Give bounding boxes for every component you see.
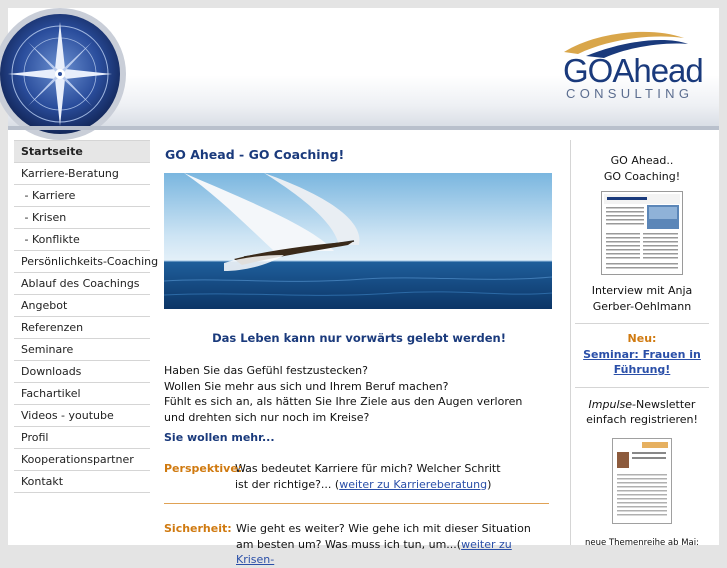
nav-item-startseite[interactable]: Startseite [14, 140, 150, 163]
nav-item-kooperationspartner[interactable]: Kooperationspartner [14, 449, 150, 471]
header-divider [8, 126, 719, 130]
sidebar-divider [575, 387, 709, 388]
newsletter-promo [571, 397, 713, 428]
karriereberatung-link[interactable]: weiter zu Karriereberatung [339, 477, 488, 491]
intro-line: Wollen Sie mehr aus sich und Ihrem Beruf machen? [164, 379, 449, 393]
newsletter-suffix: -Newsletter [632, 397, 696, 411]
page [8, 8, 719, 566]
nav-item-karriere[interactable]: - Karriere [14, 185, 150, 207]
main-content [164, 140, 554, 568]
nav-item-ablauf-des-coachings[interactable]: Ablauf des Coachings [14, 273, 150, 295]
intro-line: Fühlt es sich an, als hätten Sie Ihre Ziele aus den Augen verloren [164, 395, 523, 408]
seminar-link[interactable] [571, 347, 713, 378]
sicherheit-label: Sicherheit: [164, 522, 232, 535]
nav-item-krisen[interactable]: - Krisen [14, 207, 150, 229]
newsletter-name: Impulse [588, 397, 633, 411]
interview-caption-line: Gerber-Oehlmann [592, 299, 692, 313]
nav-item-profil[interactable]: Profil [14, 427, 150, 449]
more-link[interactable]: Sie wollen mehr... [164, 431, 275, 444]
newsletter-cta[interactable]: einfach registrieren! [586, 413, 698, 426]
interview-article-thumbnail[interactable] [601, 191, 683, 275]
perspektive-section [164, 461, 554, 492]
logo-subtitle: CONSULTING [566, 86, 694, 101]
perspektive-body: Was bedeutet Karriere für mich? Welcher Schritt ist der richtige?... ( [235, 462, 501, 491]
sidebar-title [571, 153, 713, 184]
nav-item-angebot[interactable]: Angebot [14, 295, 150, 317]
compass-image [8, 8, 138, 128]
sailing-yacht-image [164, 173, 552, 309]
interview-caption [571, 283, 713, 314]
logo-text[interactable]: GOAhead [563, 52, 703, 89]
seminar-link-line[interactable]: Seminar: Frauen in [583, 347, 701, 361]
intro-text [164, 363, 554, 425]
nav-item-referenzen[interactable]: Referenzen [14, 317, 150, 339]
seminar-link-line[interactable]: Führung! [613, 363, 671, 376]
intro-line: Haben Sie das Gefühl festzustecken? [164, 364, 368, 377]
nav-item-konflikte[interactable]: - Konflikte [14, 229, 150, 251]
perspektive-close: ) [487, 477, 492, 491]
header-banner [8, 8, 719, 130]
nav-item-kontakt[interactable]: Kontakt [14, 471, 150, 493]
intro-line: und drehten sich nur noch im Kreise? [164, 410, 370, 424]
sidebar-title-line: GO Ahead.. [610, 154, 674, 167]
slogan: Das Leben kann nur vorwärts gelebt werden! [212, 331, 506, 345]
main-navigation [14, 140, 159, 493]
sidebar-divider [575, 323, 709, 324]
nav-item-karriere-beratung[interactable]: Karriere-Beratung [14, 163, 150, 185]
right-sidebar [570, 140, 713, 548]
nav-item-persoenlichkeits-coaching[interactable]: Persönlichkeits-Coaching [14, 251, 150, 273]
nav-item-fachartikel[interactable]: Fachartikel [14, 383, 150, 405]
new-badge: Neu: [627, 332, 657, 345]
sicherheit-section [164, 521, 554, 568]
interview-caption-line: Interview mit Anja [591, 284, 693, 297]
nav-item-seminare[interactable]: Seminare [14, 339, 150, 361]
newsletter-title [571, 397, 713, 413]
nav-item-videos-youtube[interactable]: Videos - youtube [14, 405, 150, 427]
nav-item-downloads[interactable]: Downloads [14, 361, 150, 383]
section-divider [164, 503, 549, 504]
sidebar-footer-note: neue Themenreihe ab Mai: [585, 537, 699, 548]
sidebar-title-line: GO Coaching! [603, 169, 681, 183]
sicherheit-body: Wie geht es weiter? Wie gehe ich mit dieser Situation am besten um? Was muss ich tun, um...( [236, 522, 531, 551]
krisen-link[interactable]: weiter zu Krisen- [236, 537, 512, 566]
newsletter-thumbnail[interactable] [612, 438, 672, 524]
page-title: GO Ahead - GO Coaching! [165, 147, 345, 162]
perspektive-label: Perspektive: [164, 462, 243, 475]
